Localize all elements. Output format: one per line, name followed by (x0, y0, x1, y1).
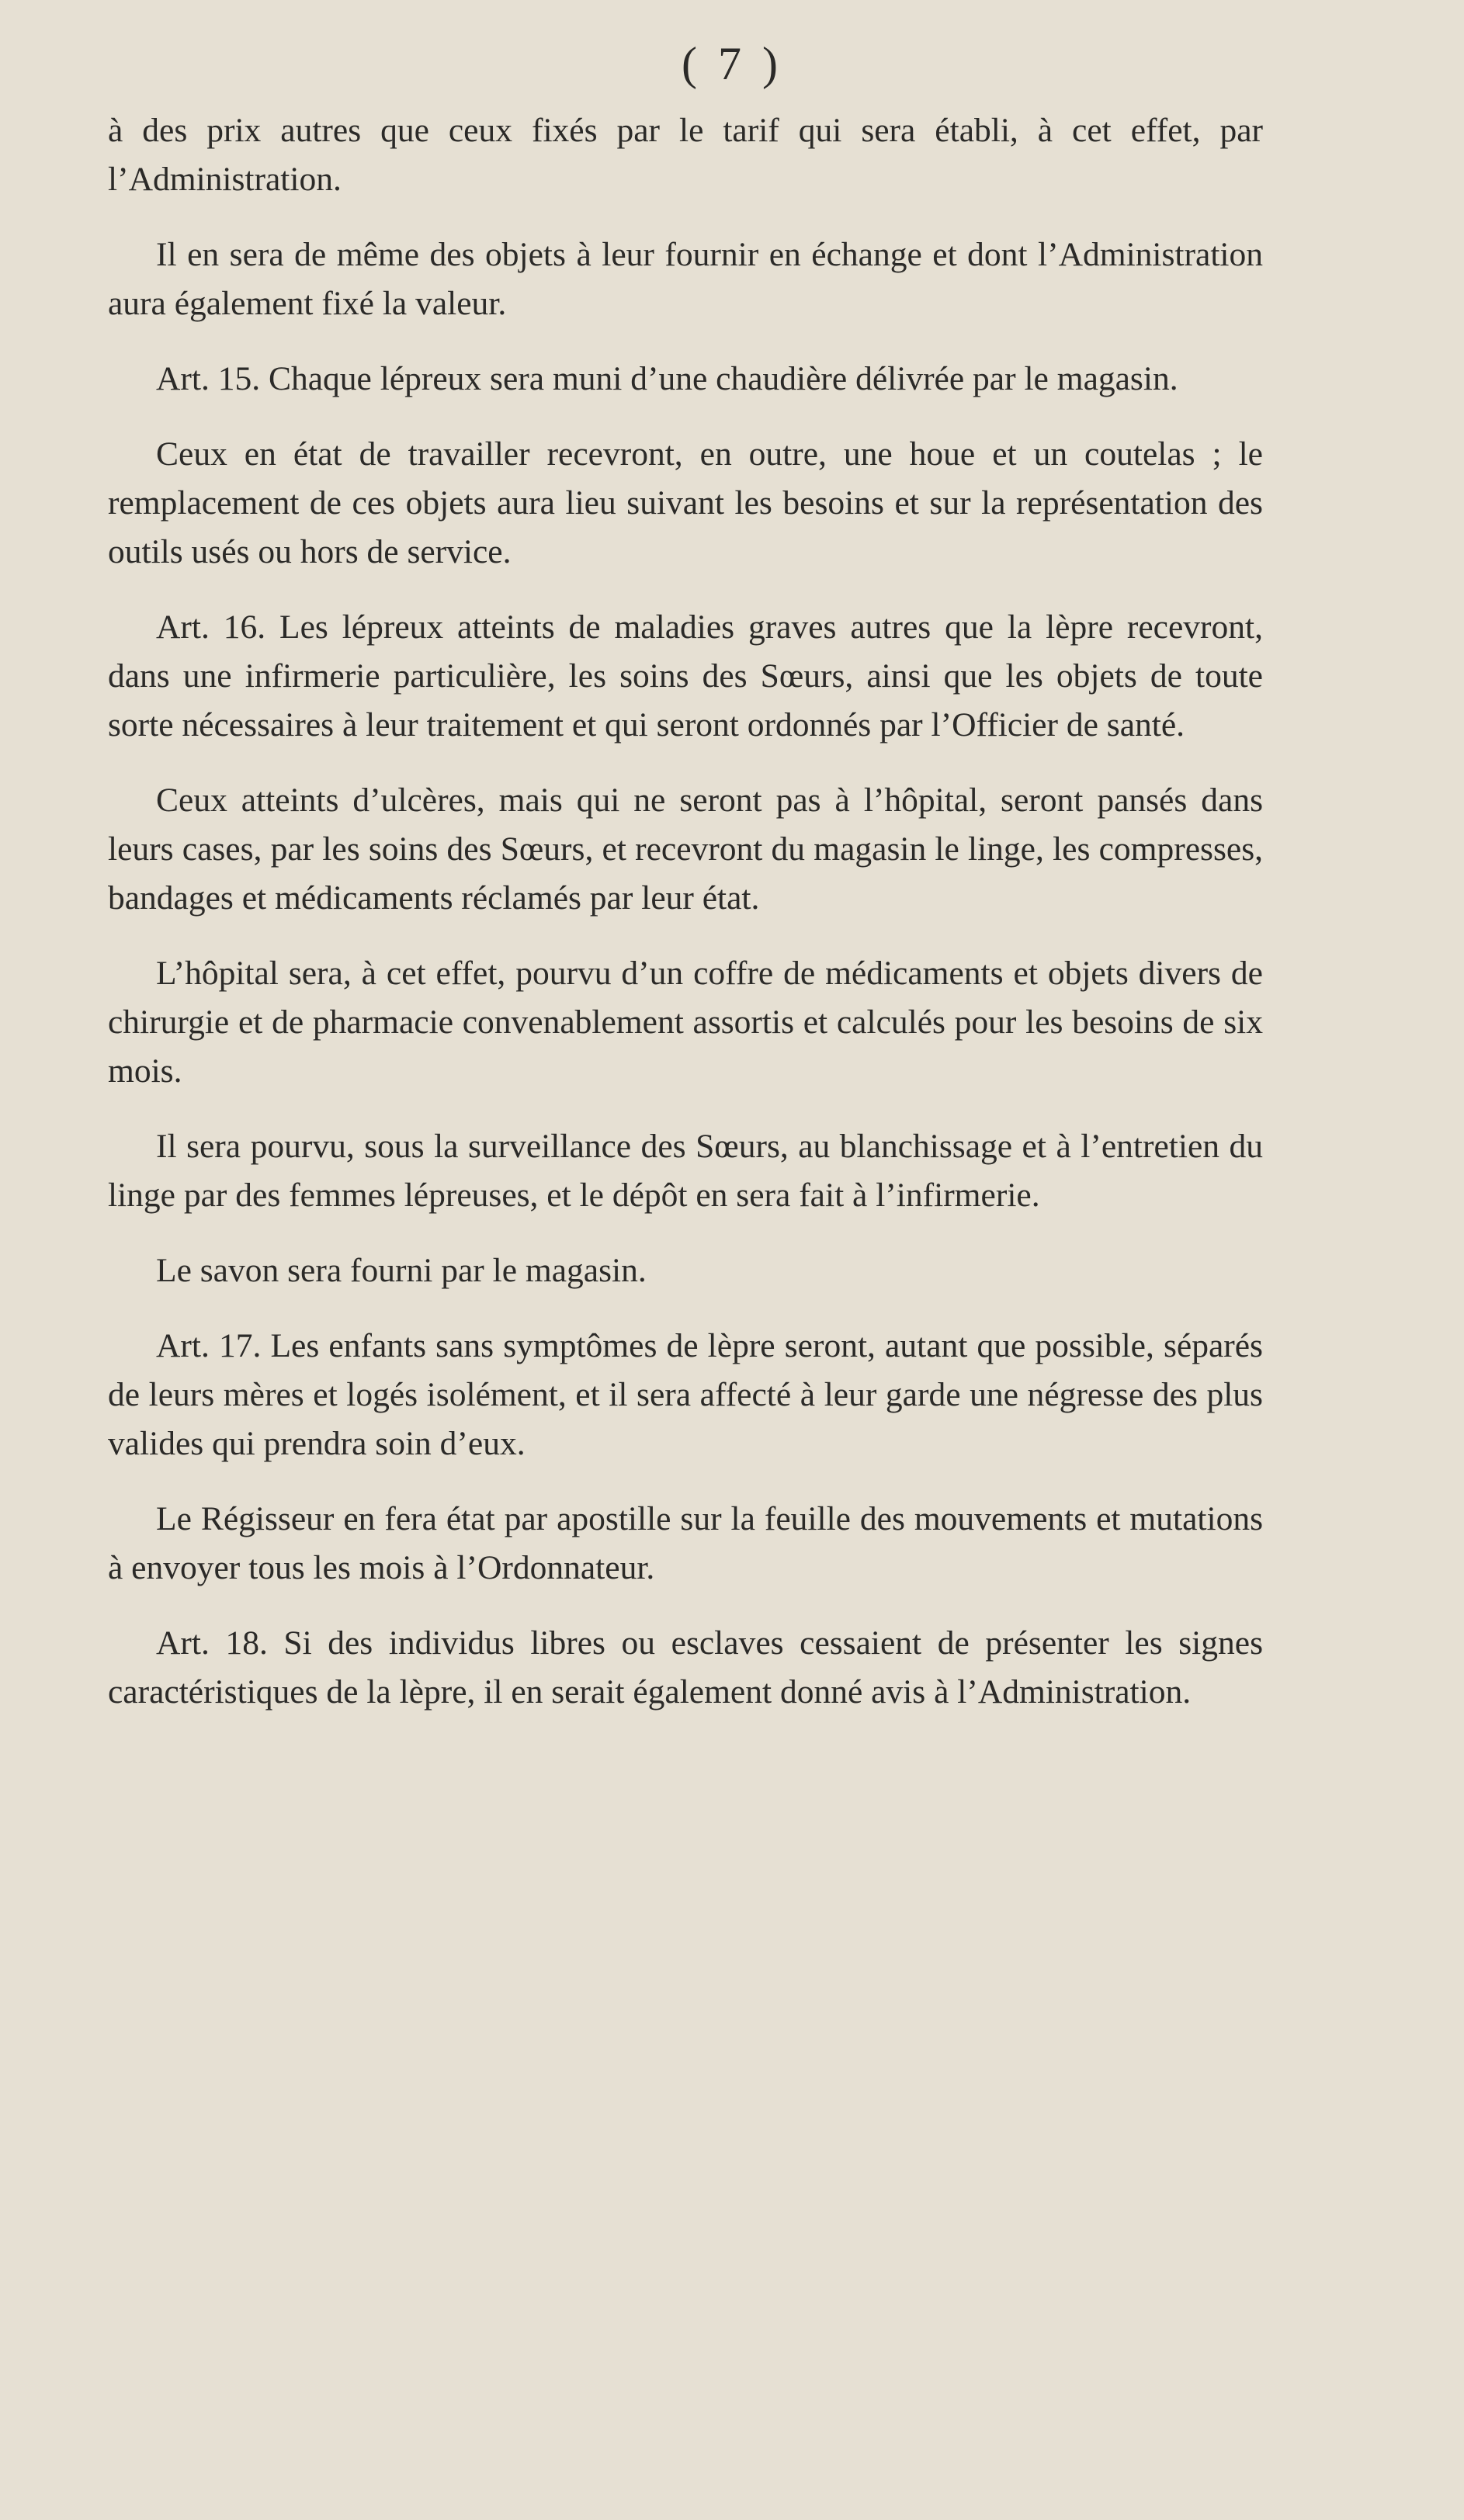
paragraph-article-17: Art. 17. Les enfants sans symptômes de lèpre seront, autant que possible, séparés de leurs mères et logés isolément, et il sera affecté à leur garde une négresse des plus valides qui prendra soin d’eux. (108, 1327, 1263, 1462)
paragraph-article-15: Art. 15. Chaque lépreux sera muni d’une chaudière délivrée par le magasin. (156, 360, 1178, 397)
paragraph-tools: Ceux en état de travailler recevront, en outre, une houe et un coutelas ; le remplacement de ces objets aura lieu suivant les besoins et sur la représentation des outils usés ou hors de service. (108, 435, 1263, 570)
paragraph-regisseur: Le Régisseur en fera état par apostille sur la feuille des mouvements et mutations à envoyer tous les mois à l’Ordonnateur. (108, 1500, 1263, 1586)
page-body (108, 106, 1263, 1743)
page-number: ( 7 ) (682, 38, 782, 89)
paragraph-soap: Le savon sera fourni par le magasin. (156, 1252, 647, 1289)
paragraph-hospital-supplies: L’hôpital sera, à cet effet, pourvu d’un coffre de médicaments et objets divers de chirurgie et de pharmacie convenablement assortis et calculés pour les besoins de six mois. (108, 955, 1263, 1090)
paragraph-article-18: Art. 18. Si des individus libres ou esclaves cessaient de présenter les signes caractéristiques de la lèpre, il en serait également donné avis à l’Administration. (108, 1624, 1263, 1711)
paragraph-ulcers: Ceux atteints d’ulcères, mais qui ne seront pas à l’hôpital, seront pansés dans leurs cases, par les soins des Sœurs, et recevront du magasin le linge, les compresses, bandages et médicaments réclamés par leur état. (108, 782, 1263, 917)
paragraph-exchange-objects: Il en sera de même des objets à leur fournir en échange et dont l’Administration aura également fixé la valeur. (108, 236, 1263, 322)
paragraph-continuation: à des prix autres que ceux fixés par le tarif qui sera établi, à cet effet, par l’Administration. (108, 112, 1263, 198)
paragraph-laundry: Il sera pourvu, sous la surveillance des Sœurs, au blanchissage et à l’entretien du linge par des femmes lépreuses, et le dépôt en sera fait à l’infirmerie. (108, 1128, 1263, 1214)
paragraph-article-16: Art. 16. Les lépreux atteints de maladies graves autres que la lèpre recevront, dans une infirmerie particulière, les soins des Sœurs, ainsi que les objets de toute sorte nécessaires à leur traitement et qui seront ordonnés par l’Officier de santé. (108, 608, 1263, 744)
